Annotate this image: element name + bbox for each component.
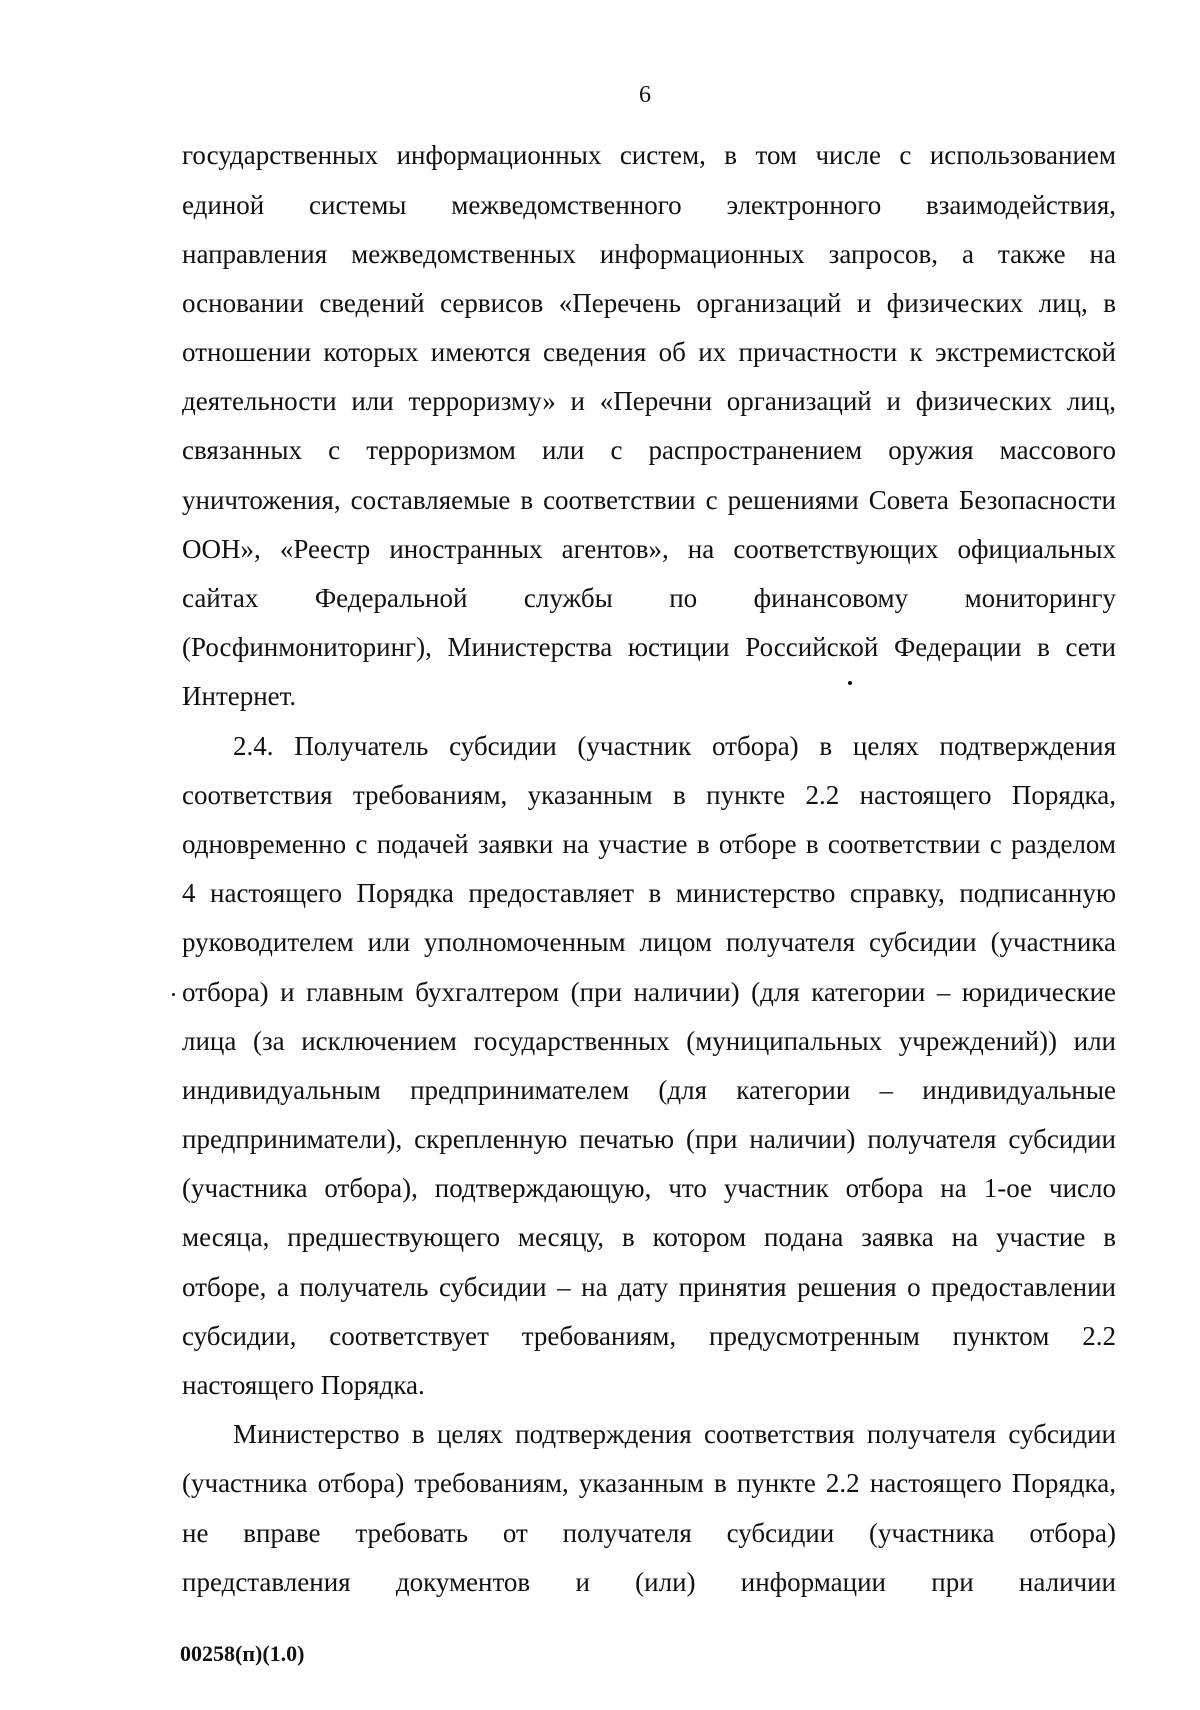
text-line: предприниматели), скрепленную печатью (при наличии) получателя субсидии: [182, 1124, 1116, 1154]
text-line: настоящего Порядка.: [182, 1370, 425, 1400]
text-line: (участника отбора) требованиям, указанным в пункте 2.2 настоящего Порядка,: [182, 1468, 1116, 1498]
text-line: 4 настоящего Порядка предоставляет в министерство справку, подписанную: [182, 878, 1116, 908]
text-line: представления документов и (или) информации при наличии: [182, 1567, 1116, 1597]
text-line: индивидуальным предпринимателем (для категории – индивидуальные: [182, 1075, 1116, 1105]
text-line: отношении которых имеются сведения об их причастности к экстремистской: [182, 337, 1116, 367]
text-line: направления межведомственных информационных запросов, а также на: [182, 239, 1116, 269]
text-line: сайтах Федеральной службы по финансовому мониторингу: [182, 583, 1116, 613]
text-line: отбора) и главным бухгалтером (при наличии) (для категории – юридические: [182, 977, 1116, 1007]
text-line: основании сведений сервисов «Перечень организаций и физических лиц, в: [182, 288, 1116, 318]
text-line: государственных информационных систем, в том числе с использованием: [182, 140, 1116, 170]
text-line: уничтожения, составляемые в соответствии с решениями Совета Безопасности: [182, 485, 1116, 515]
text-line: деятельности или терроризму» и «Перечни организаций и физических лиц,: [182, 386, 1116, 416]
page-number: 6: [639, 82, 651, 108]
text-line: не вправе требовать от получателя субсидии (участника отбора): [182, 1518, 1116, 1548]
scan-speck: [848, 681, 852, 685]
document-code: 00258(п)(1.0): [180, 1641, 305, 1666]
text-line: (Росфинмониторинг), Министерства юстиции Российской Федерации в сети: [182, 632, 1116, 662]
text-line: лица (за исключением государственных (муниципальных учреждений)) или: [182, 1026, 1116, 1056]
text-line: одновременно с подачей заявки на участие в отборе в соответствии с разделом: [182, 829, 1116, 859]
text-line: единой системы межведомственного электронного взаимодействия,: [182, 190, 1116, 220]
text-line: субсидии, соответствует требованиям, предусмотренным пунктом 2.2: [182, 1321, 1116, 1351]
paragraph-first-line: Министерство в целях подтверждения соответствия получателя субсидии: [233, 1419, 1116, 1449]
text-line: (участника отбора), подтверждающую, что участник отбора на 1-ое число: [182, 1173, 1116, 1203]
text-line: отборе, а получатель субсидии – на дату принятия решения о предоставлении: [182, 1272, 1116, 1302]
text-line: связанных с терроризмом или с распространением оружия массового: [182, 435, 1116, 465]
text-line: Интернет.: [182, 681, 297, 711]
text-line: соответствия требованиям, указанным в пункте 2.2 настоящего Порядка,: [182, 780, 1116, 810]
text-line: руководителем или уполномоченным лицом получателя субсидии (участника: [182, 927, 1116, 957]
text-line: месяца, предшествующего месяцу, в котором подана заявка на участие в: [182, 1222, 1116, 1252]
scan-speck: [172, 993, 175, 996]
paragraph-first-line: 2.4. Получатель субсидии (участник отбора) в целях подтверждения: [233, 731, 1116, 761]
text-line: ООН», «Реестр иностранных агентов», на соответствующих официальных: [182, 534, 1116, 564]
